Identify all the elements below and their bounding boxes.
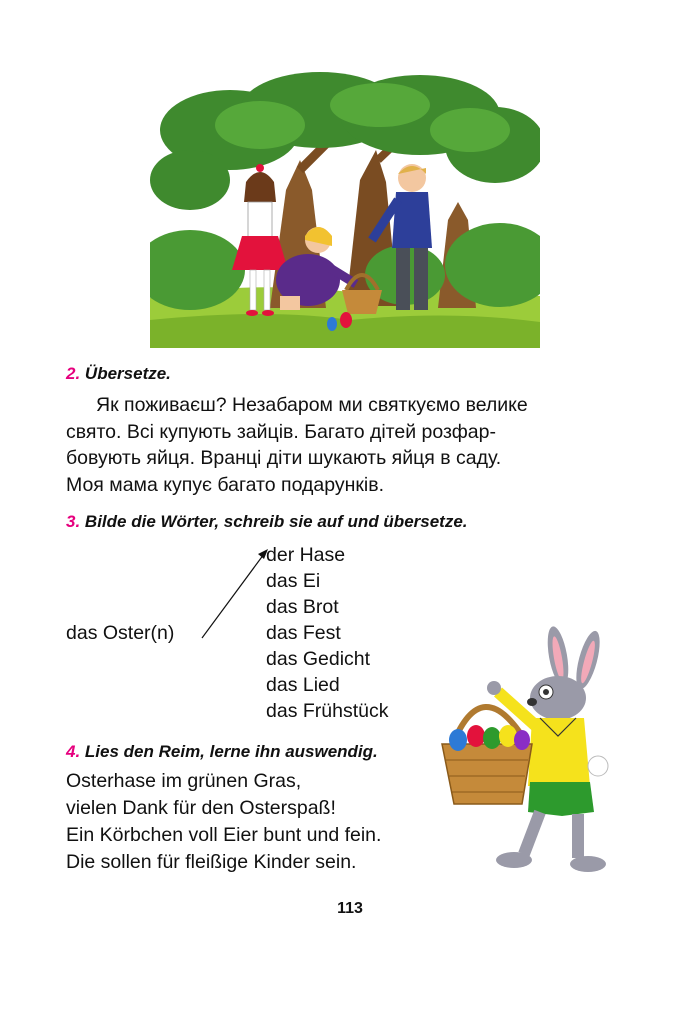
- word-item: das Lied: [266, 674, 340, 696]
- translation-line: бовують яйця. Вранці діти шукають яйця в саду.: [66, 447, 502, 469]
- rhyme-text: [66, 768, 381, 876]
- page-number: 113: [337, 900, 363, 917]
- rhyme-line: Ein Körbchen voll Eier bunt und fein.: [66, 824, 382, 846]
- task-3-number: 3.: [66, 512, 81, 531]
- task-4-title: Lies den Reim, lerne ihn auswendig.: [84, 742, 378, 761]
- word-item: das Brot: [266, 596, 339, 618]
- translation-line: Моя мама купує багато подарунків.: [66, 473, 385, 496]
- translation-line: свято. Всі купують зайців. Багато дітей розфар-: [66, 420, 496, 443]
- word-item: das Gedicht: [266, 648, 371, 670]
- easter-egg-hunt-illustration: [150, 70, 540, 348]
- rhyme-line: Die sollen für fleißige Kinder sein.: [66, 851, 357, 873]
- word-item: der Hase: [266, 544, 346, 566]
- word-item: das Frühstück: [266, 700, 389, 722]
- rhyme-line: Osterhase im grünen Gras,: [66, 770, 302, 792]
- task-4-heading: [66, 742, 378, 762]
- task-4-number: 4.: [66, 742, 81, 761]
- compound-word-list: [266, 542, 388, 724]
- rhyme-line: vielen Dank für den Osterspaß!: [66, 797, 336, 819]
- translation-line: Як поживаєш? Незабаром ми святкуємо велике: [96, 394, 528, 416]
- task-3-heading: [66, 512, 468, 532]
- task-2-heading: [66, 364, 171, 384]
- word-item: das Fest: [266, 622, 341, 644]
- task-2-title: Übersetze.: [84, 364, 171, 383]
- word-item: das Ei: [266, 570, 321, 592]
- translation-text: [66, 392, 614, 498]
- base-word: das Oster(n): [66, 622, 175, 644]
- task-3-title: Bilde die Wörter, schreib sie auf und übersetze.: [84, 512, 468, 531]
- task-2-number: 2.: [66, 364, 81, 383]
- easter-bunny-illustration: [428, 626, 624, 876]
